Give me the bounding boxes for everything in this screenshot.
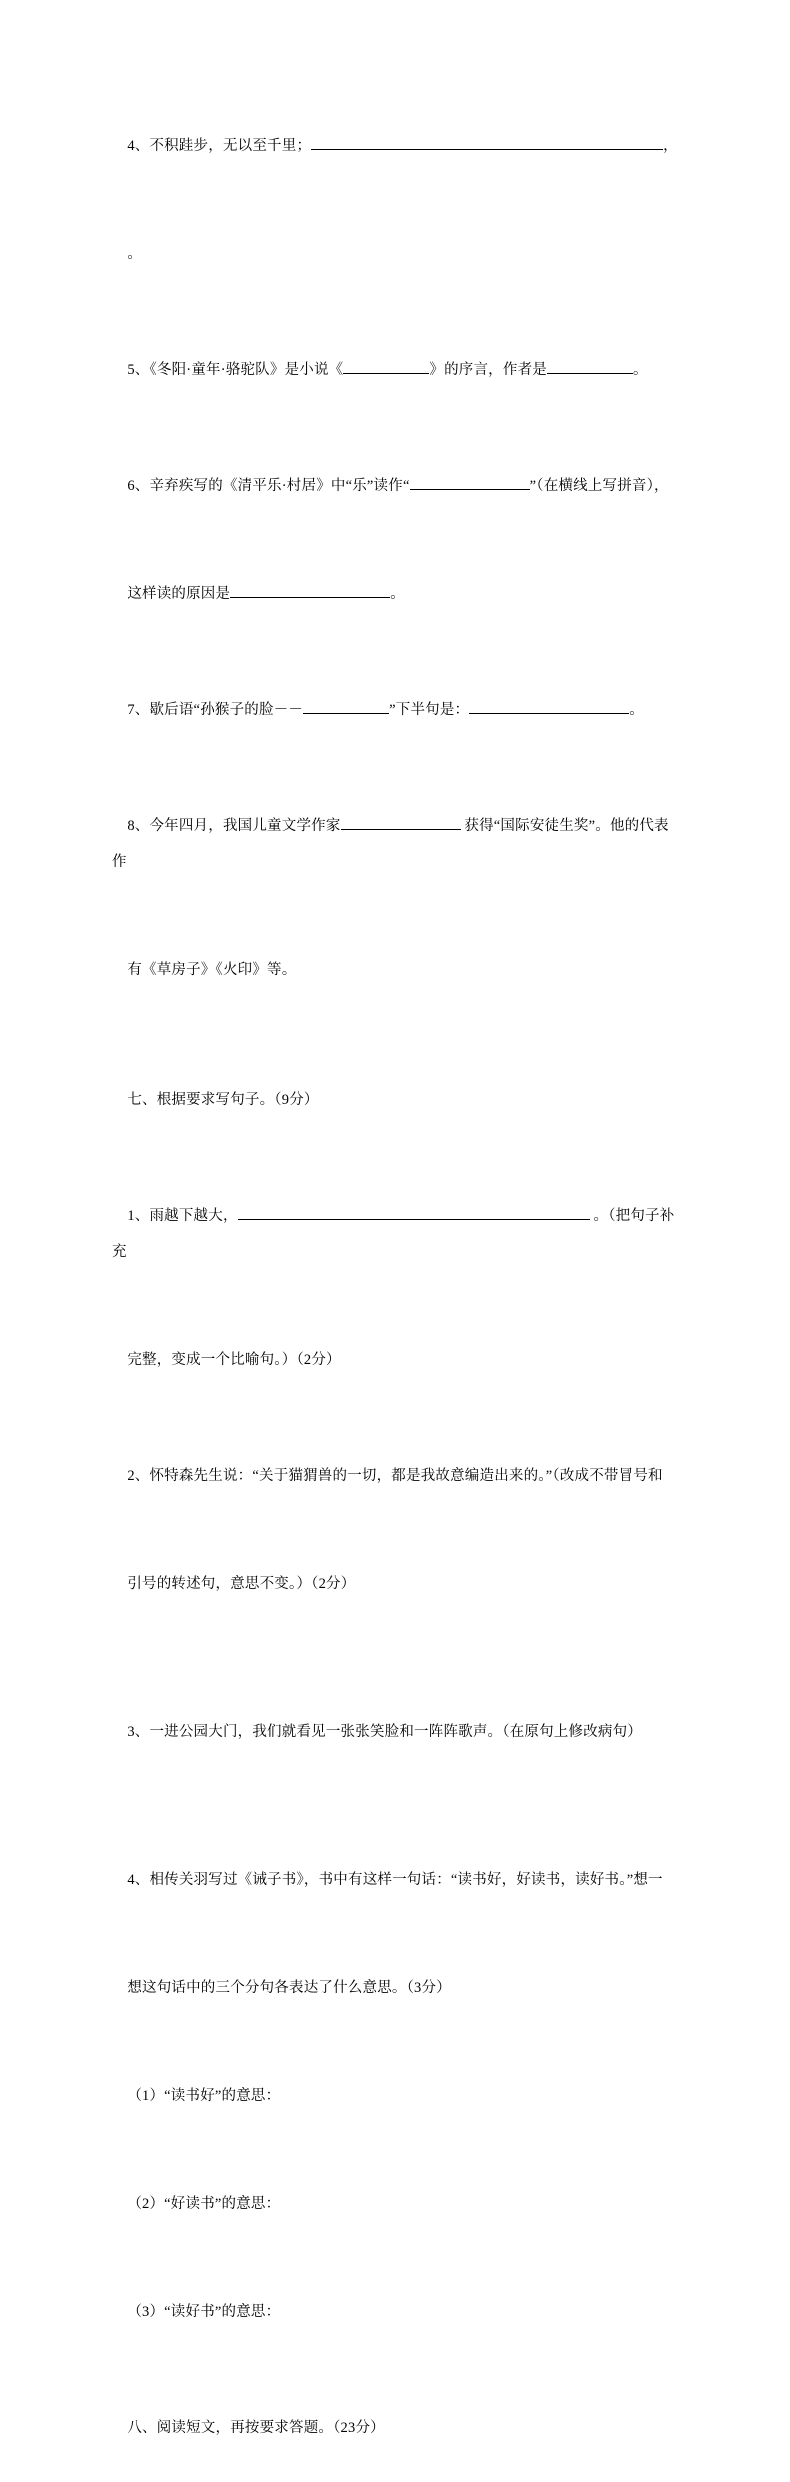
question-6-8: [112, 772, 678, 916]
question-7-1-text-c: 完整，变成一个比喻句。）（2分）: [127, 1352, 341, 1368]
question-6-5-text-a: 5、《冬阳·童年·骆驼队》是小说《: [127, 362, 344, 378]
fill-blank[interactable]: [341, 813, 461, 830]
question-6-6-text-d: 。: [390, 586, 405, 602]
fill-blank[interactable]: [410, 473, 530, 490]
question-6-8-continued: [112, 916, 678, 1024]
section-7-heading: [112, 1046, 678, 1154]
question-6-5-text-b: 》的序言，作者是: [429, 362, 547, 378]
section-7-title: 七、根据要求写句子。（9分）: [127, 1092, 319, 1108]
question-7-1-continued: [112, 1306, 678, 1414]
question-6-8-text-b: 获得“国际安徒生奖”。他的代表作: [112, 818, 669, 870]
question-7-1-text-b: 。（把句子补充: [112, 1208, 675, 1260]
question-6-6-text-a: 6、辛弃疾写的《清平乐·村居》中“乐”读作“: [127, 478, 410, 494]
fill-blank[interactable]: [469, 697, 629, 714]
fill-blank[interactable]: [303, 697, 389, 714]
question-7-4-sub-2: [112, 2150, 678, 2258]
question-7-4-text-a: 4、相传关羽写过《诫子书》，书中有这样一句话：“读书好，好读书，读好书。”想一: [127, 1872, 663, 1888]
question-6-4-end: 。: [127, 246, 143, 262]
question-7-2-text-b: 引号的转述句，意思不变。）（2分）: [127, 1576, 356, 1592]
question-6-6-continued: [112, 540, 678, 648]
question-6-7-text-b: ”下半句是：: [389, 702, 470, 718]
fill-blank[interactable]: [343, 357, 429, 374]
question-6-8-text-c: 有《草房子》《火印》等。: [127, 962, 297, 978]
question-6-6-text-b: ”（在横线上写拼音），: [529, 478, 669, 494]
comma-mark: ，: [663, 138, 678, 154]
question-6-6-text-c: 这样读的原因是: [127, 586, 231, 602]
question-6-6: [112, 432, 678, 540]
question-7-4-sub-1-text: （1）“读书好”的意思：: [127, 2088, 281, 2104]
section-8-heading: [112, 2374, 678, 2482]
section-8-title: 八、阅读短文，再按要求答题。（23分）: [127, 2420, 385, 2436]
fill-blank[interactable]: [230, 581, 390, 598]
question-6-5-text-c: 。: [632, 362, 648, 378]
question-7-3-text: 3、一进公园大门，我们就看见一张张笑脸和一阵阵歌声。（在原句上修改病句）: [127, 1724, 643, 1740]
question-7-4-sub-1: [112, 2042, 678, 2150]
question-6-5: [112, 316, 678, 424]
question-7-4-continued: [112, 1934, 678, 2042]
question-7-4: [112, 1826, 678, 1934]
question-7-3: [112, 1678, 678, 1786]
question-6-7-text-a: 7、歇后语“孙猴子的脸－－: [127, 702, 304, 718]
question-7-1-text-a: 1、雨越下越大，: [127, 1208, 238, 1224]
fill-blank[interactable]: [547, 357, 633, 374]
question-6-4-continued: [112, 200, 678, 308]
question-6-8-text-a: 8、今年四月，我国儿童文学作家: [127, 818, 341, 834]
question-7-2-text-a: 2、怀特森先生说：“关于猫猬兽的一切，都是我故意编造出来的。”（改成不带冒号和: [127, 1468, 663, 1484]
fill-blank[interactable]: [311, 133, 663, 150]
question-7-1: [112, 1162, 678, 1306]
question-6-4: [112, 92, 678, 200]
fill-blank[interactable]: [238, 1203, 590, 1220]
question-7-4-sub-3-text: （3）“读好书”的意思：: [127, 2304, 281, 2320]
question-7-2: [112, 1422, 678, 1530]
question-7-4-sub-3: [112, 2258, 678, 2366]
question-7-4-text-b: 想这句话中的三个分句各表达了什么意思。（3分）: [127, 1980, 451, 1996]
question-7-4-sub-2-text: （2）“好读书”的意思：: [127, 2196, 281, 2212]
question-7-2-continued: [112, 1530, 678, 1638]
question-6-7: [112, 656, 678, 764]
question-6-7-text-c: 。: [629, 702, 644, 718]
question-6-4-text: 4、不积跬步，无以至千里；: [127, 138, 312, 154]
